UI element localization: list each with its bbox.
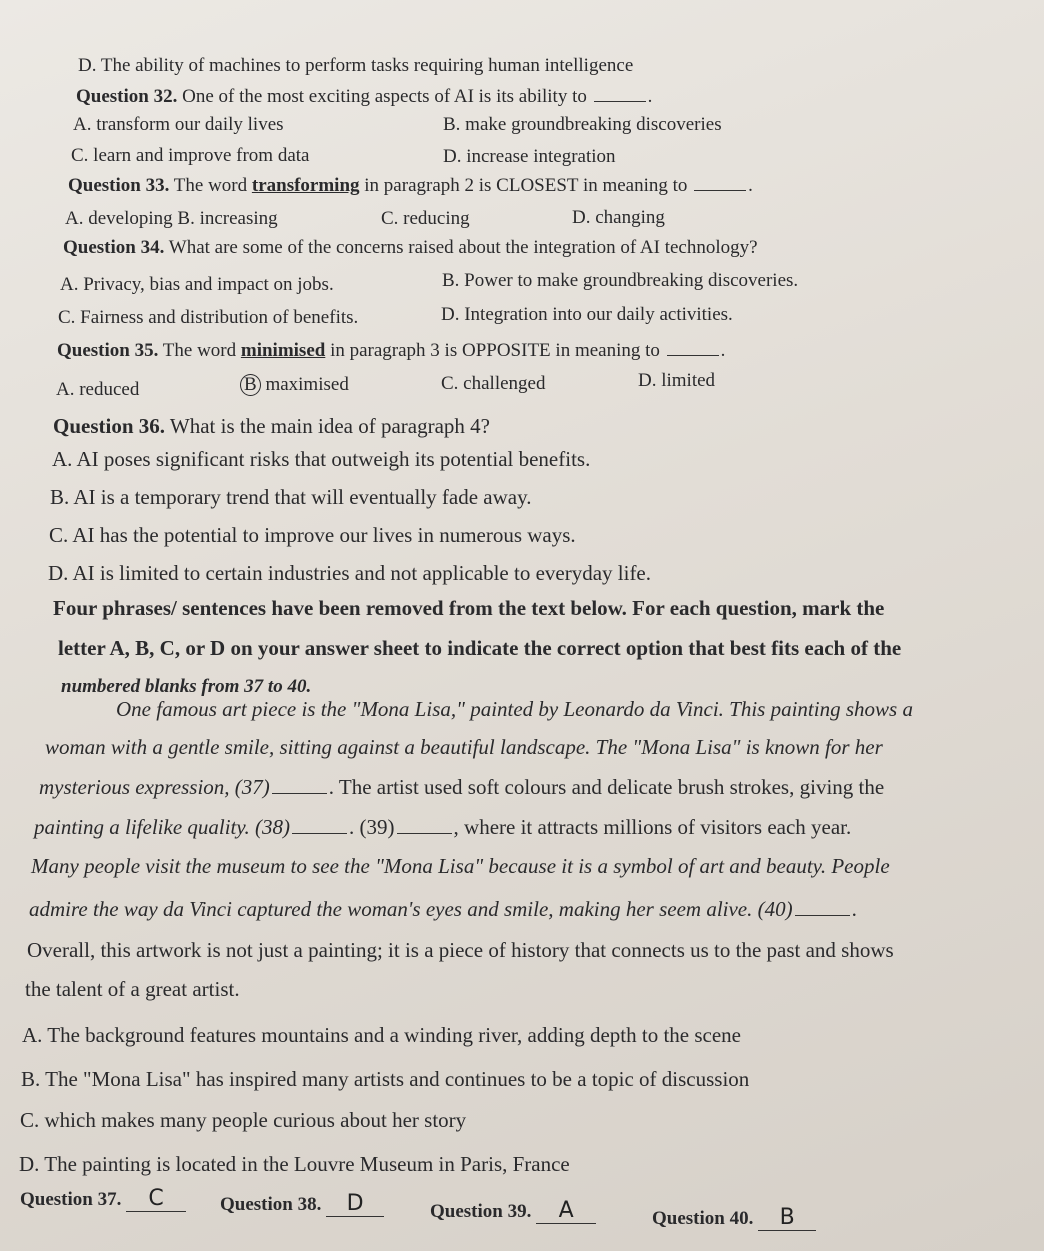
q33-blank bbox=[694, 189, 746, 191]
q36-option-b: B. AI is a temporary trend that will eventually fade away. bbox=[50, 485, 532, 509]
q32-text: One of the most exciting aspects of AI is its ability to bbox=[182, 86, 587, 107]
blank-37 bbox=[272, 792, 327, 794]
passage-line-8: the talent of a great artist. bbox=[25, 977, 240, 1001]
q36-option-d: D. AI is limited to certain industries and not applicable to everyday life. bbox=[48, 561, 652, 585]
q33-stem: Question 33. The word transforming in paragraph 2 is CLOSEST in meaning to . bbox=[68, 175, 753, 196]
q32-stem: Question 32. One of the most exciting aspects of AI is its ability to . bbox=[76, 86, 653, 107]
passage-line-1: One famous art piece is the "Mona Lisa," painted by Leonardo da Vinci. This painting shows a bbox=[116, 697, 913, 721]
q35-option-d: D. limited bbox=[638, 370, 716, 391]
passage-line-5: Many people visit the museum to see the "Mona Lisa" because it is a symbol of art and beauty. People bbox=[31, 854, 890, 878]
q34-option-b: B. Power to make groundbreaking discoveries. bbox=[442, 270, 799, 291]
q34-option-c: C. Fairness and distribution of benefits. bbox=[58, 307, 359, 328]
q35-label: Question 35. bbox=[57, 340, 159, 361]
passage-line-6: admire the way da Vinci captured the woman's eyes and smile, making her seem alive. (40) . bbox=[29, 897, 857, 921]
q33-label: Question 33. bbox=[68, 175, 170, 196]
q35-option-b: B maximised bbox=[240, 374, 349, 396]
gap-option-d: D. The painting is located in the Louvre Museum in Paris, France bbox=[19, 1152, 570, 1176]
q33-option-c: C. reducing bbox=[381, 208, 470, 229]
q35-option-c: C. challenged bbox=[441, 373, 546, 394]
q31-option-d: D. The ability of machines to perform tasks requiring human intelligence bbox=[78, 55, 634, 76]
q35-keyword: minimised bbox=[240, 340, 326, 361]
q35-option-a: A. reduced bbox=[56, 379, 140, 400]
q35-blank bbox=[667, 354, 719, 356]
passage-line-4: painting a lifelike quality. (38) . (39) , where it attracts millions of visitors each year. bbox=[34, 815, 852, 839]
q35-circled-letter: B bbox=[240, 374, 261, 396]
q35-stem: Question 35. The word minimised in paragraph 3 is OPPOSITE in meaning to . bbox=[57, 340, 726, 361]
blank-40 bbox=[795, 914, 850, 916]
instructions-line-1: Four phrases/ sentences have been removed from the text below. For each question, mark the bbox=[53, 596, 885, 620]
q36-label: Question 36. bbox=[53, 414, 166, 438]
q32-blank bbox=[594, 100, 646, 102]
answer-37: Question 37. C bbox=[20, 1186, 186, 1212]
answer-39-mark: A bbox=[536, 1198, 596, 1224]
q33-keyword: transforming bbox=[251, 175, 360, 196]
instructions-line-3: numbered blanks from 37 to 40. bbox=[61, 676, 312, 697]
q34-stem: Question 34. What are some of the concerns raised about the integration of AI technology? bbox=[63, 237, 758, 258]
blank-39 bbox=[397, 832, 452, 834]
q32-option-d: D. increase integration bbox=[443, 146, 616, 167]
blank-38 bbox=[292, 832, 347, 834]
passage-line-2: woman with a gentle smile, sitting against a beautiful landscape. The "Mona Lisa" is known for her bbox=[45, 735, 883, 759]
q34-label: Question 34. bbox=[63, 237, 165, 258]
passage-line-3: mysterious expression, (37) . The artist used soft colours and delicate brush strokes, giving the bbox=[39, 775, 885, 799]
answer-38: Question 38. D bbox=[220, 1191, 384, 1217]
q36-option-c: C. AI has the potential to improve our lives in numerous ways. bbox=[49, 523, 576, 547]
instructions-line-2: letter A, B, C, or D on your answer sheet to indicate the correct option that best fits each of the bbox=[58, 636, 902, 660]
q36-option-a: A. AI poses significant risks that outweigh its potential benefits. bbox=[52, 447, 591, 471]
q33-option-d: D. changing bbox=[572, 207, 665, 228]
passage-line-7: Overall, this artwork is not just a painting; it is a piece of history that connects us to the past and shows bbox=[27, 938, 894, 962]
answer-39: Question 39. A bbox=[430, 1198, 596, 1224]
q32-option-b: B. make groundbreaking discoveries bbox=[443, 114, 722, 135]
gap-option-b: B. The "Mona Lisa" has inspired many artists and continues to be a topic of discussion bbox=[21, 1067, 750, 1091]
gap-option-a: A. The background features mountains and a winding river, adding depth to the scene bbox=[22, 1023, 741, 1047]
gap-option-c: C. which makes many people curious about her story bbox=[20, 1108, 467, 1132]
q36-stem: Question 36. What is the main idea of paragraph 4? bbox=[53, 414, 491, 438]
answer-40-mark: B bbox=[758, 1205, 816, 1231]
q34-option-a: A. Privacy, bias and impact on jobs. bbox=[60, 274, 334, 295]
q32-option-a: A. transform our daily lives bbox=[73, 114, 284, 135]
q32-label: Question 32. bbox=[76, 86, 178, 107]
q33-option-ab: A. developing B. increasing bbox=[65, 208, 278, 229]
answer-40: Question 40. B bbox=[652, 1205, 816, 1231]
q32-option-c: C. learn and improve from data bbox=[71, 145, 310, 166]
answer-37-mark: C bbox=[126, 1186, 186, 1212]
q34-option-d: D. Integration into our daily activities. bbox=[441, 304, 733, 325]
answer-38-mark: D bbox=[326, 1191, 384, 1217]
